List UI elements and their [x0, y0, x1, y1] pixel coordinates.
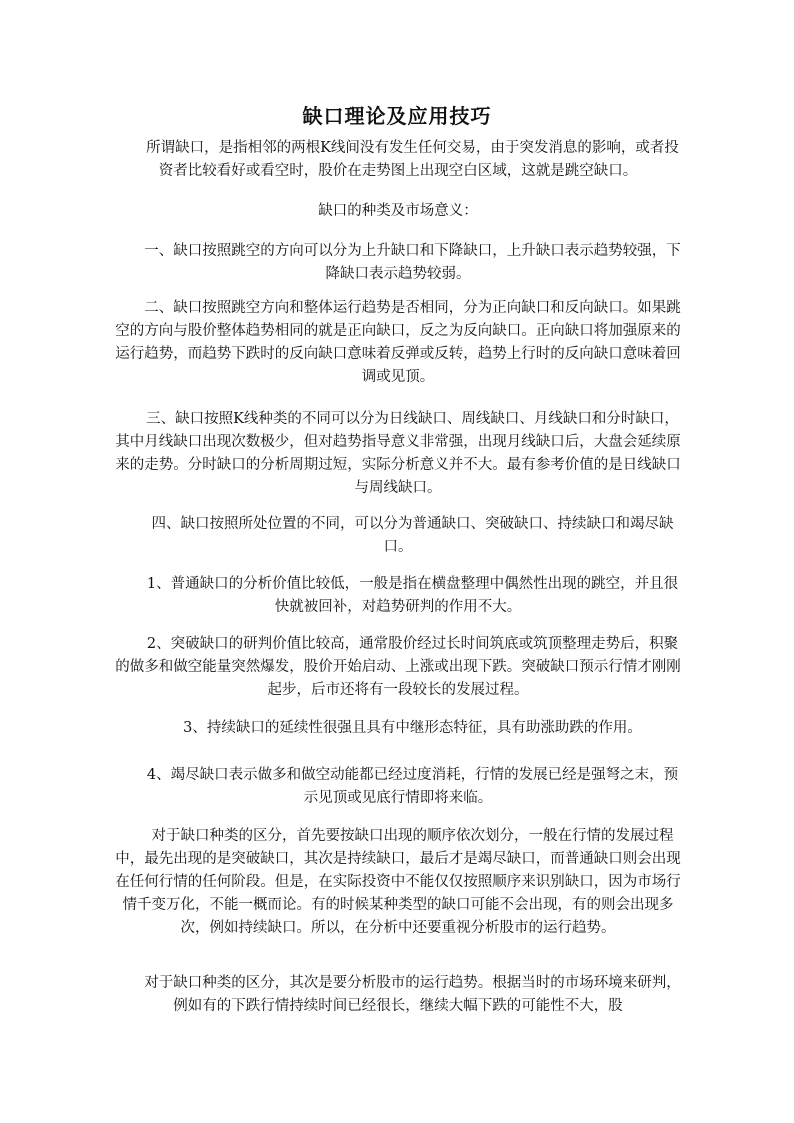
- paragraph-common-gap: 1、普通缺口的分析价值比较低，一般是指在横盘整理中偶然性出现的跳空，并且很快就被回补，对趋势研判的作用不大。: [117, 576, 679, 615]
- paragraph-section-heading: 缺口的种类及市场意义：: [318, 203, 478, 219]
- page-title: 缺口理论及应用技巧: [302, 104, 492, 128]
- paragraph-gap-direction: 一、缺口按照跳空的方向可以分为上升缺口和下降缺口，上升缺口表示趋势较强，下降缺口表示趋势较弱。: [115, 243, 681, 282]
- paragraph-runaway-gap: 3、持续缺口的延续性很强且具有中继形态特征，具有助涨助跌的作用。: [154, 720, 642, 736]
- paragraph-intro: 所谓缺口，是指相邻的两根K线间没有发生任何交易，由于突发消息的影响，或者投资者比较看好或看空时，股价在走势图上出现空白区域，这就是跳空缺口。: [117, 140, 679, 179]
- paragraph-gap-kline: 三、缺口按照K线种类的不同可以分为日线缺口、周线缺口、月线缺口和分时缺口，其中月线缺口出现次数极少，但对趋势指导意义非常强，出现月线缺口后，大盘会延续原来的走势。分时缺口的分析周期过短，实际分析意义并不大。最有参考价值的是日线缺口与周线缺口。: [115, 411, 681, 496]
- paragraph-classification-order: 对于缺口种类的区分，首先要按缺口出现的顺序依次划分，一般在行情的发展过程中，最先出现的是突破缺口，其次是持续缺口，最后才是竭尽缺口，而普通缺口则会出现在任何行情的任何阶段。但是，在实际投资中不能仅仅按照顺序来识别缺口，因为市场行情千变万化，不能一概而论。有的时候某种类型的缺口可能不会出现，有的则会出现多次，例如持续缺口。所以，在分析中还要重视分析股市的运行趋势。: [115, 828, 681, 936]
- paragraph-breakaway-gap: 2、突破缺口的研判价值比较高，通常股价经过长时间筑底或筑顶整理走势后，积聚的做多和做空能量突然爆发，股价开始启动、上涨或出现下跌。突破缺口预示行情才刚刚起步，后市还将有一段较长的发展过程。: [115, 636, 681, 698]
- paragraph-exhaustion-gap: 4、竭尽缺口表示做多和做空动能都已经过度消耗，行情的发展已经是强弩之末，预示见顶或见底行情即将来临。: [117, 767, 679, 806]
- paragraph-gap-position: 四、缺口按照所处位置的不同，可以分为普通缺口、突破缺口、持续缺口和竭尽缺口。: [122, 516, 674, 555]
- paragraph-classification-trend: 对于缺口种类的区分，其次是要分析股市的运行趋势。根据当时的市场环境来研判，例如有的下跌行情持续时间已经很长，继续大幅下跌的可能性不大，股: [115, 975, 681, 1014]
- paragraph-gap-trend: 二、缺口按照跳空方向和整体运行趋势是否相同，分为正向缺口和反向缺口。如果跳空的方向与股价整体趋势相同的就是正向缺口，反之为反向缺口。正向缺口将加强原来的运行趋势，而趋势下跌时的反向缺口意味着反弹或反转，趋势上行时的反向缺口意味着回调或见顶。: [115, 300, 681, 385]
